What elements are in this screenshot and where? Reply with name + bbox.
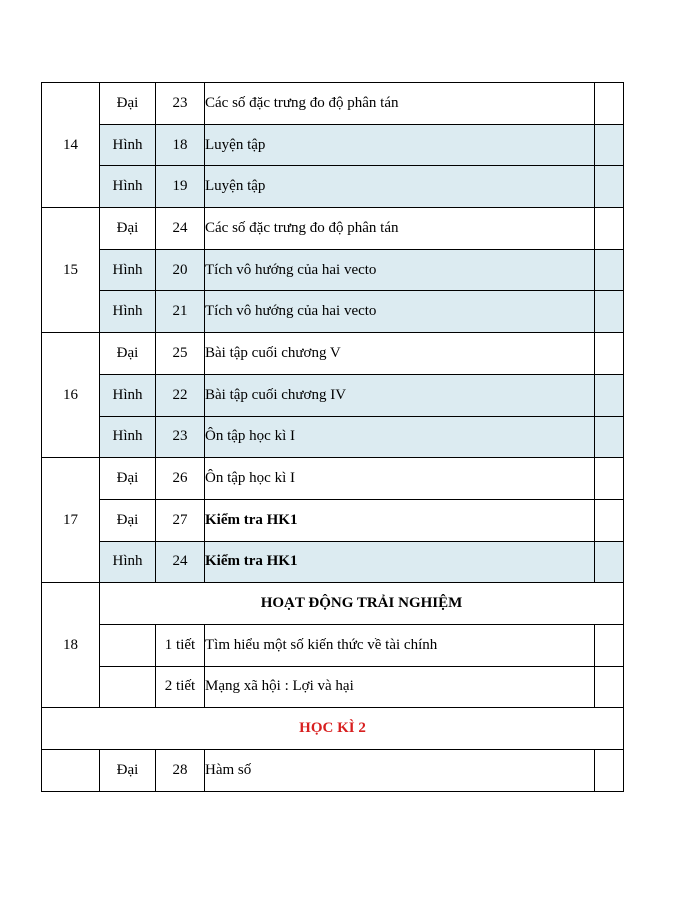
duration-cell: 2 tiết bbox=[156, 666, 205, 708]
lesson-number: 20 bbox=[156, 249, 205, 291]
lesson-title: Các số đặc trưng đo độ phân tán bbox=[205, 208, 595, 250]
table-row bbox=[42, 83, 624, 125]
lesson-title: Luyện tập bbox=[205, 166, 595, 208]
note-cell bbox=[595, 666, 624, 708]
note-cell bbox=[595, 374, 624, 416]
lesson-number: 23 bbox=[156, 83, 205, 125]
note-cell bbox=[595, 291, 624, 333]
table-row bbox=[42, 624, 624, 666]
duration-cell: 1 tiết bbox=[156, 624, 205, 666]
subject-cell: Hình bbox=[100, 166, 156, 208]
subject-cell: Đại bbox=[100, 499, 156, 541]
note-cell bbox=[595, 83, 624, 125]
lesson-number: 24 bbox=[156, 541, 205, 583]
table-row bbox=[42, 416, 624, 458]
week-number: 18 bbox=[42, 583, 100, 708]
lesson-title: Kiểm tra HK1 bbox=[205, 541, 595, 583]
table-row bbox=[42, 291, 624, 333]
subject-cell: Hình bbox=[100, 416, 156, 458]
note-cell bbox=[595, 208, 624, 250]
lesson-number: 27 bbox=[156, 499, 205, 541]
week-number: 17 bbox=[42, 458, 100, 583]
note-cell bbox=[595, 124, 624, 166]
table-row bbox=[42, 458, 624, 500]
table-row bbox=[42, 208, 624, 250]
subject-cell: Đại bbox=[100, 750, 156, 792]
lesson-title: Tích vô hướng của hai vecto bbox=[205, 249, 595, 291]
lesson-title: Ôn tập học kì I bbox=[205, 416, 595, 458]
term-heading: HỌC KÌ 2 bbox=[42, 708, 624, 750]
lesson-number: 23 bbox=[156, 416, 205, 458]
subject-cell: Hình bbox=[100, 249, 156, 291]
lesson-number: 25 bbox=[156, 333, 205, 375]
lesson-title: Tích vô hướng của hai vecto bbox=[205, 291, 595, 333]
lesson-title: Bài tập cuối chương V bbox=[205, 333, 595, 375]
activity-title: Tìm hiểu một số kiến thức về tài chính bbox=[205, 624, 595, 666]
lesson-title: Hàm số bbox=[205, 750, 595, 792]
subject-cell bbox=[100, 624, 156, 666]
table-row bbox=[42, 124, 624, 166]
week-number: 16 bbox=[42, 333, 100, 458]
note-cell bbox=[595, 458, 624, 500]
table-row bbox=[42, 374, 624, 416]
week-number bbox=[42, 750, 100, 792]
lesson-title: Bài tập cuối chương IV bbox=[205, 374, 595, 416]
lesson-number: 21 bbox=[156, 291, 205, 333]
subject-cell: Hình bbox=[100, 291, 156, 333]
lesson-number: 18 bbox=[156, 124, 205, 166]
activity-heading: HOẠT ĐỘNG TRẢI NGHIỆM bbox=[100, 583, 624, 625]
subject-cell: Đại bbox=[100, 458, 156, 500]
table-row bbox=[42, 708, 624, 750]
table-row bbox=[42, 499, 624, 541]
note-cell bbox=[595, 166, 624, 208]
subject-cell bbox=[100, 666, 156, 708]
lesson-title: Luyện tập bbox=[205, 124, 595, 166]
subject-cell: Đại bbox=[100, 208, 156, 250]
activity-title: Mạng xã hội : Lợi và hại bbox=[205, 666, 595, 708]
note-cell bbox=[595, 499, 624, 541]
table-row bbox=[42, 333, 624, 375]
week-number: 15 bbox=[42, 208, 100, 333]
lesson-title: Ôn tập học kì I bbox=[205, 458, 595, 500]
table-row bbox=[42, 249, 624, 291]
note-cell bbox=[595, 249, 624, 291]
lesson-number: 19 bbox=[156, 166, 205, 208]
subject-cell: Đại bbox=[100, 333, 156, 375]
lesson-title: Các số đặc trưng đo độ phân tán bbox=[205, 83, 595, 125]
lesson-number: 24 bbox=[156, 208, 205, 250]
table-row bbox=[42, 166, 624, 208]
table-row bbox=[42, 583, 624, 625]
note-cell bbox=[595, 750, 624, 792]
lesson-plan-table bbox=[41, 82, 624, 792]
lesson-title: Kiểm tra HK1 bbox=[205, 499, 595, 541]
table-row bbox=[42, 541, 624, 583]
week-number: 14 bbox=[42, 83, 100, 208]
subject-cell: Đại bbox=[100, 83, 156, 125]
lesson-number: 28 bbox=[156, 750, 205, 792]
subject-cell: Hình bbox=[100, 541, 156, 583]
note-cell bbox=[595, 624, 624, 666]
note-cell bbox=[595, 541, 624, 583]
table-row bbox=[42, 666, 624, 708]
lesson-number: 26 bbox=[156, 458, 205, 500]
subject-cell: Hình bbox=[100, 374, 156, 416]
note-cell bbox=[595, 416, 624, 458]
subject-cell: Hình bbox=[100, 124, 156, 166]
table-row bbox=[42, 750, 624, 792]
lesson-number: 22 bbox=[156, 374, 205, 416]
note-cell bbox=[595, 333, 624, 375]
